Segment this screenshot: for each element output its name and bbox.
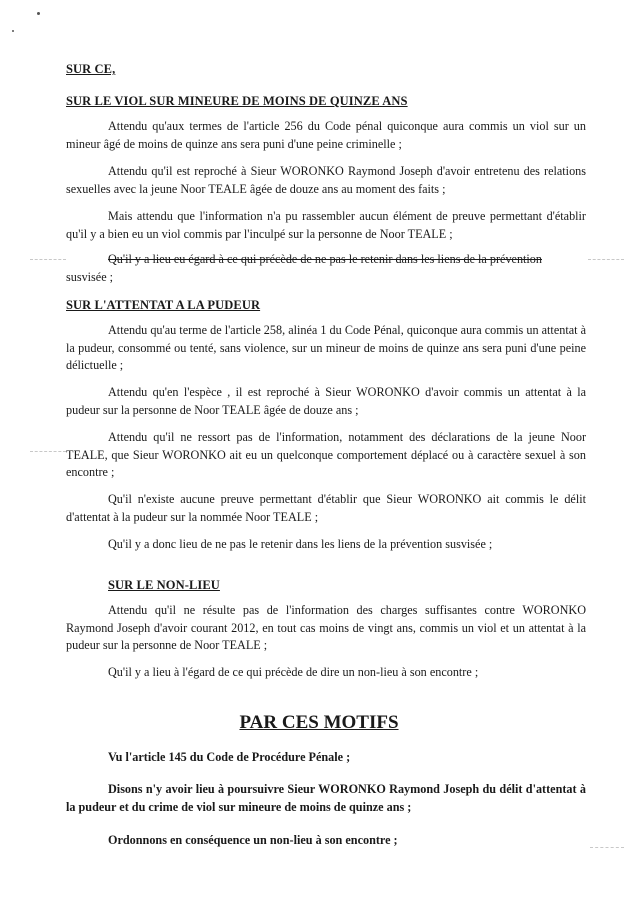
section-heading-viol: SUR LE VIOL SUR MINEURE DE MOINS DE QUINZE ANS <box>66 94 408 108</box>
paragraph: Attendu qu'au terme de l'article 258, alinéa 1 du Code Pénal, quiconque aura commis un attentat à la pudeur, consommé ou tenté, sans violence, sur un mineur de moins de quinze ans sera puni d'une peine délictuelle ; <box>66 323 586 372</box>
scan-speck <box>37 12 40 15</box>
paragraph: Attendu qu'en l'espèce , il est reproché à Sieur WORONKO d'avoir commis un attentat à la pudeur sur la personne de Noor TEALE âgée de douze ans ; <box>66 385 586 417</box>
scan-speck <box>12 30 14 32</box>
decision-line: Vu l'article 145 du Code de Procédure Pénale ; <box>108 750 351 764</box>
paragraph: Attendu qu'il ne résulte pas de l'information des charges suffisantes contre WORONKO Raymond Joseph d'avoir courant 2012, en tout cas moins de vingt ans, commis un viol et un attentat à la pudeur sur la personne de Noor TEALE ; <box>66 603 586 652</box>
decision-line: Ordonnons en conséquence un non-lieu à son encontre ; <box>108 833 398 847</box>
paragraph: Qu'il y a donc lieu de ne pas le retenir dans les liens de la prévention susvisée ; <box>108 537 493 551</box>
section-heading-non-lieu: SUR LE NON-LIEU <box>108 578 220 592</box>
margin-dash <box>30 259 66 260</box>
margin-dash <box>30 451 66 452</box>
section-heading-attentat: SUR L'ATTENTAT A LA PUDEUR <box>66 298 261 312</box>
margin-dash <box>590 847 624 848</box>
motifs-title: PAR CES MOTIFS <box>239 712 399 733</box>
paragraph: Attendu qu'aux termes de l'article 256 du Code pénal quiconque aura commis un viol sur un mineur âgé de moins de quinze ans sera puni d'une peine criminelle ; <box>66 119 586 151</box>
margin-dash <box>588 259 624 260</box>
section-heading-sur-ce: SUR CE, <box>66 62 116 76</box>
paragraph: Qu'il y a lieu à l'égard de ce qui précède de dire un non-lieu à son encontre ; <box>108 665 479 679</box>
paragraph: Qu'il n'existe aucune preuve permettant d'établir que Sieur WORONKO ait commis le délit d'attentat à la pudeur sur la nommée Noor TEALE ; <box>66 492 586 524</box>
decision-line: Disons n'y avoir lieu à poursuivre Sieur WORONKO Raymond Joseph du délit d'attentat à la pudeur et du crime de viol sur mineure de moins de quinze ans ; <box>66 782 586 814</box>
paragraph: Attendu qu'il ne ressort pas de l'information, notamment des déclarations de la jeune Noor TEALE, que Sieur WORONKO ait eu un quelconque comportement déplacé ou à caractère sexuel à son encontre ; <box>66 430 586 479</box>
paragraph: Mais attendu que l'information n'a pu rassembler aucun élément de preuve permettant d'établir qu'il y a bien eu un viol commis par l'inculpé sur la personne de Noor TEALE ; <box>66 209 586 241</box>
struck-paragraph: Qu'il y a lieu eu égard à ce qui précède de ne pas le retenir dans les liens de la prévention susvisée ; <box>66 252 542 284</box>
paragraph: Attendu qu'il est reproché à Sieur WORONKO Raymond Joseph d'avoir entretenu des relations sexuelles avec la jeune Noor TEALE âgée de douze ans au moment des faits ; <box>66 164 586 196</box>
